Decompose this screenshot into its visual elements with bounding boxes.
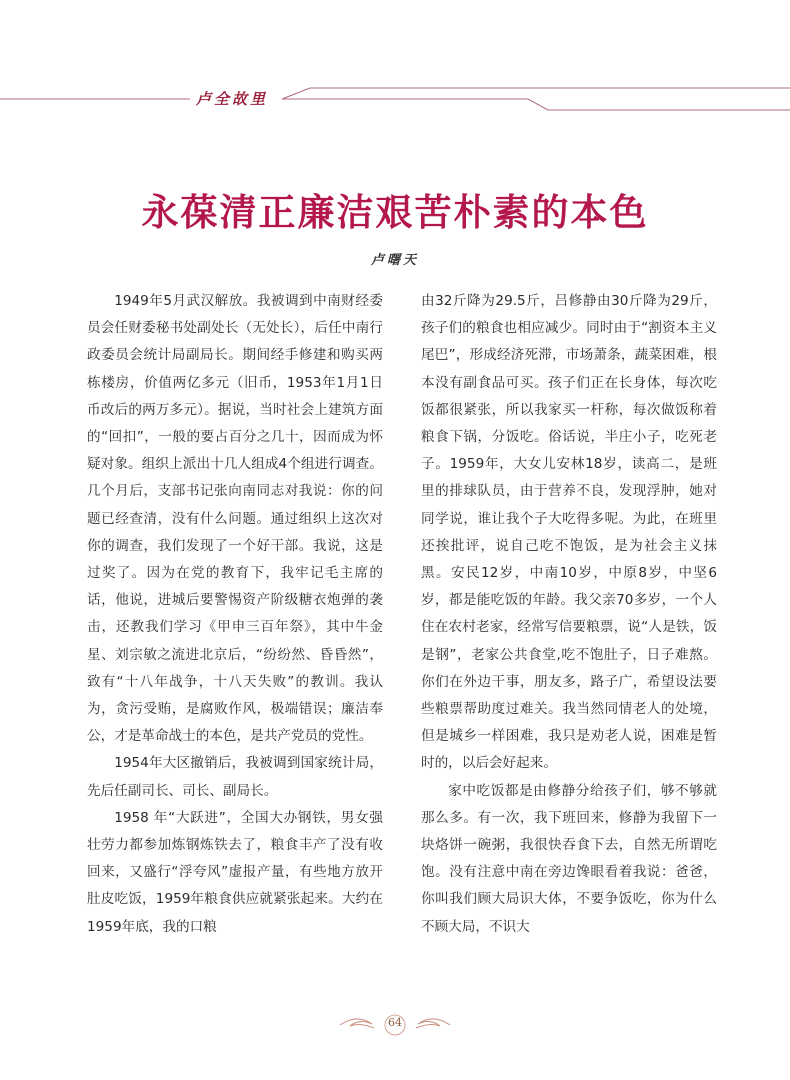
header-rule [0,84,790,114]
article-title: 永葆清正廉洁艰苦朴素的本色 [141,190,649,234]
header-band [0,84,790,114]
right-column [421,288,717,941]
left-column [87,288,383,941]
paragraph: 1958 年“大跃进”，全国大办钢铁，男女强壮劳力都参加炼钢炼铁去了，粮食丰产了没有收回来，又盛行“浮夸风”虚报产量，有些地方放开肚皮吃饭，1959年粮食供应就紧张起来。大约在1959年底，我的口粮 [87,809,383,935]
paragraph: 1949年5月武汉解放。我被调到中南财经委员会任财委秘书处副处长（无处长），后任中南行政委员会统计局副局长。期间经手修建和购买两栋楼房，价值两亿多元（旧币，1953年1月1日币改后的两万多元）。据说，当时社会上建筑方面的“回扣”，一般的要占百分之几十，因而成为怀疑对象。组织上派出十几人组成4个组进行调查。几个月后，支部书记张向南同志对我说：你的问题已经查清，没有什么问题。通过组织上这次对你的调查，我们发现了一个好干部。我说，这是过奖了。因为在党的教育下，我牢记毛主席的话，他说，进城后要警惕资产阶级糖衣炮弹的袭击，还教我们学习《甲申三百年祭》，其中牛金星、刘宗敏之流进北京后，“纷纷然、昏昏然”，致有“十八年战争，十八天失败”的教训。我认为，贪污受贿，是腐败作风，极端错误；廉洁奉公，才是革命战士的本色，是共产党员的党性。 [87,293,383,745]
article-author: 卢曙天 [370,253,419,268]
paragraph: 1954年大区撤销后，我被调到国家统计局，先后任副司长、司长、副局长。 [87,755,383,799]
paragraph: 家中吃饭都是由修静分给孩子们，够不够就那么多。有一次，我下班回来，修静为我留下一块烙饼一碗粥，我很快吞食下去，自然无所谓吃饱。没有注意中南在旁边馋眼看着我说：爸爸，你叫我们顾大局识大体，不要争饭吃，你为什么不顾大局，不识大 [421,782,717,935]
page-number: 64 [388,1016,402,1029]
section-label: 卢全故里 [196,90,269,108]
paragraph: 由32斤降为29.5斤，吕修静由30斤降为29斤，孩子们的粮食也相应减少。同时由于“割资本主义尾巴”，形成经济死滞，市场萧条，蔬菜困难，根本没有副食品可买。孩子们正在长身体，每次吃饭都很紧张，所以我家买一杆称，每次做饭称着粮食下锅，分饭吃。俗话说，半庄小子，吃死老子。1959年，大女儿安林18岁，读高二，是班里的排球队员，由于营养不良，发现浮肿，她对同学说，谁让我个子大吃得多呢。为此，在班里还挨批评，说自己吃不饱饭，是为社会主义抹黑。安民12岁，中南10岁，中原8岁，中坚6岁，都是能吃饭的年龄。我父亲70多岁，一个人住在农村老家，经常写信要粮票，说“人是铁，饭是钢”，老家公共食堂,吃不饱肚子，日子难熬。你们在外边干事，朋友多，路子广，希望设法要些粮票帮助度过难关。我当然同情老人的处境，但是城乡一样困难，我只是劝老人说，困难是暂时的，以后会好起来。 [421,293,717,772]
